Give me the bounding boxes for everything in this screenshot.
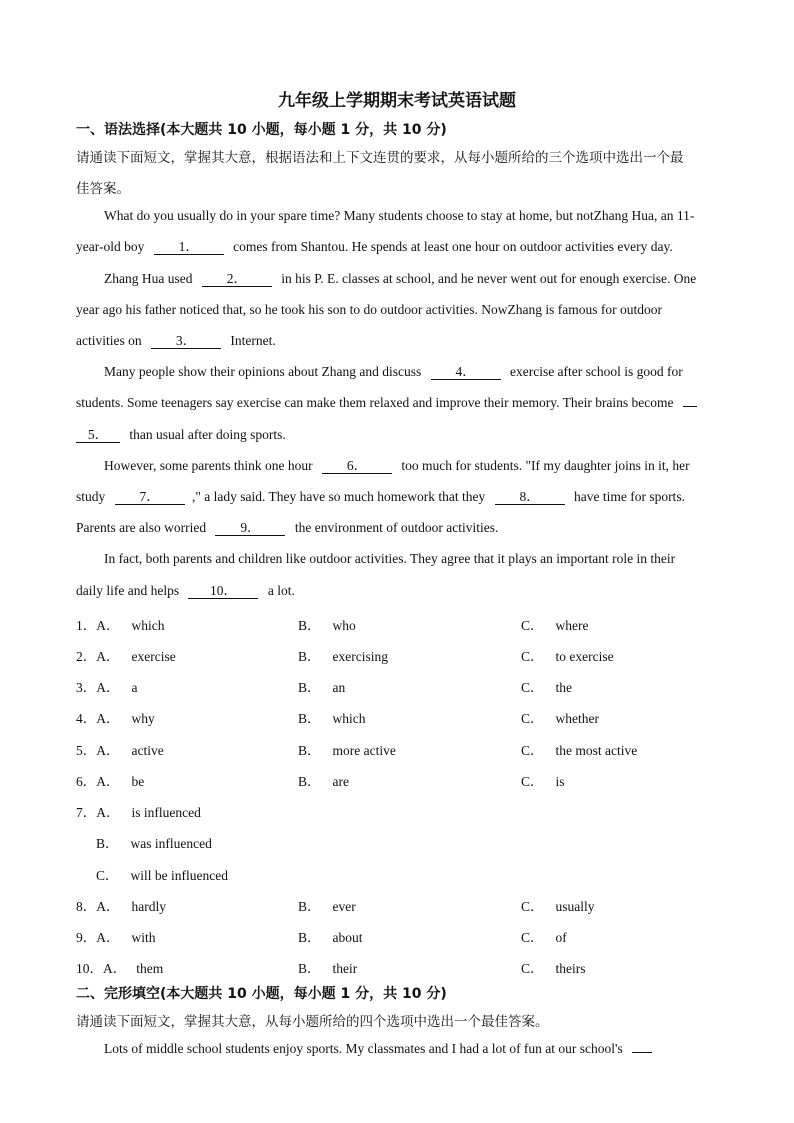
page-title: 九年级上学期期末考试英语试题 — [278, 91, 516, 111]
option-a[interactable]: is influenced — [131, 805, 201, 820]
option-c[interactable]: the most active — [555, 743, 638, 758]
option-c-row: C． will be influenced — [96, 868, 228, 883]
option-c-row: C． is — [521, 774, 565, 789]
option-c-row: C． whether — [521, 711, 599, 726]
option-b[interactable]: their — [332, 961, 358, 976]
option-b[interactable]: ever — [332, 899, 356, 914]
passage-text: What do you usually do in your spare time? Many students choose to stay at home, but notZhang Hua, an 11- — [104, 208, 695, 223]
passage-line — [76, 520, 498, 536]
option-b-row: B． exercising — [298, 649, 388, 664]
passage-text: than usual after doing sports. — [129, 427, 286, 442]
option-c-row: C． where — [521, 618, 589, 633]
passage-text: a lot. — [267, 583, 295, 598]
blank-6: 6． — [322, 458, 392, 474]
option-c[interactable]: the — [555, 680, 573, 695]
passage-text: ," a lady said. They have so much homework that they — [192, 489, 486, 504]
option-b[interactable]: which — [332, 711, 366, 726]
passage-text: year ago his father noticed that, so he took his son to do outdoor activities. NowZhang is famous for outdoor — [76, 302, 663, 317]
passage-line — [76, 583, 295, 599]
option-a[interactable]: exercise — [131, 649, 176, 664]
passage-line — [76, 302, 662, 318]
blank-10: 10． — [188, 583, 258, 599]
blank-9: 9． — [215, 520, 285, 536]
option-c[interactable]: of — [555, 930, 567, 945]
passage-text: However, some parents think one hour — [104, 458, 313, 473]
option-c-row: C． the most active — [521, 743, 638, 758]
option-a[interactable]: with — [131, 930, 156, 945]
option-b[interactable]: about — [332, 930, 363, 945]
question-number: 3．A． a — [76, 680, 138, 695]
option-c[interactable]: usually — [555, 899, 595, 914]
question-number: 6．A． be — [76, 774, 145, 789]
passage-text: In fact, both parents and children like outdoor activities. They agree that it plays an important role in their — [104, 551, 676, 566]
section2-heading: 二、完形填空(本大题共 10 小题，每小题 1 分，共 10 分) — [76, 986, 447, 1002]
passage-line — [76, 427, 286, 443]
blank-4: 4． — [431, 364, 501, 380]
option-a[interactable]: which — [131, 618, 165, 633]
blank-2: 2． — [202, 271, 272, 287]
question-number: 8．A． hardly — [76, 899, 166, 914]
option-c[interactable]: to exercise — [555, 649, 614, 664]
passage-text: Internet. — [230, 333, 276, 348]
option-b[interactable]: are — [332, 774, 349, 789]
option-c[interactable]: theirs — [555, 961, 586, 976]
option-c-row: C． to exercise — [521, 649, 614, 664]
option-b-row: B． more active — [298, 743, 396, 758]
option-b[interactable]: who — [332, 618, 356, 633]
option-a[interactable]: them — [136, 961, 164, 976]
passage-text: Zhang Hua used — [104, 271, 193, 286]
option-c[interactable]: is — [555, 774, 565, 789]
passage-text: Parents are also worried — [76, 520, 207, 535]
passage-text: daily life and helps — [76, 583, 180, 598]
passage-line — [104, 458, 690, 474]
option-c-row: C． the — [521, 680, 573, 695]
passage-line — [76, 239, 673, 255]
option-a[interactable]: hardly — [131, 899, 166, 914]
question-number: 9．A． with — [76, 930, 156, 945]
passage-line — [76, 395, 697, 411]
section1-instruction-line1: 请通读下面短文，掌握其大意，根据语法和上下文连贯的要求，从每小题所给的三个选项中选出一个最 — [76, 150, 684, 166]
passage-line — [104, 1041, 652, 1057]
option-b-row: B． ever — [298, 899, 356, 914]
option-b-row: B． their — [298, 961, 358, 976]
question-number: 1．A． which — [76, 618, 165, 633]
passage-line — [76, 333, 276, 349]
passage-text: students. Some teenagers say exercise can make them relaxed and improve their memory. Their brains become — [76, 395, 674, 410]
option-b[interactable]: exercising — [332, 649, 388, 664]
passage-text: Many people show their opinions about Zhang and discuss — [104, 364, 422, 379]
section1-instruction-line2: 佳答案。 — [76, 181, 130, 197]
option-c-row: C． of — [521, 930, 567, 945]
passage-text: year-old boy — [76, 239, 145, 254]
option-a[interactable]: be — [131, 774, 145, 789]
passage-text: comes from Shantou. He spends at least one hour on outdoor activities every day. — [233, 239, 673, 254]
option-b-row: B． which — [298, 711, 366, 726]
blank-8: 8． — [495, 489, 565, 505]
question-number: 7．A． is influenced — [76, 805, 201, 820]
passage-text: in his P. E. classes at school, and he never went out for enough exercise. One — [281, 271, 697, 286]
option-c[interactable]: where — [555, 618, 589, 633]
option-b-row: B． are — [298, 774, 349, 789]
passage-line — [104, 208, 694, 224]
passage-text: the environment of outdoor activities. — [294, 520, 499, 535]
passage-line — [104, 364, 683, 380]
option-b-row: B． who — [298, 618, 356, 633]
option-b[interactable]: was influenced — [130, 836, 212, 851]
option-c[interactable]: whether — [555, 711, 599, 726]
option-b-row: B． an — [298, 680, 346, 695]
option-b[interactable]: an — [332, 680, 346, 695]
question-number: 10．A． them — [76, 961, 164, 976]
question-number: 5．A． active — [76, 743, 164, 758]
passage-text: activities on — [76, 333, 142, 348]
question-number: 2．A． exercise — [76, 649, 176, 664]
blank-7: 7． — [115, 489, 185, 505]
option-a[interactable]: active — [131, 743, 164, 758]
blank-1: 1． — [154, 239, 224, 255]
question-number: 4．A． why — [76, 711, 155, 726]
blank-3: 3． — [151, 333, 221, 349]
option-a[interactable]: a — [131, 680, 138, 695]
passage-text: have time for sports. — [573, 489, 685, 504]
section2-instruction: 请通读下面短文，掌握其大意，从每小题所给的四个选项中选出一个最佳答案。 — [76, 1014, 549, 1030]
option-b-row: B． about — [298, 930, 363, 945]
passage-text: exercise after school is good for — [509, 364, 683, 379]
passage-line — [104, 551, 675, 567]
passage-line — [104, 271, 696, 287]
option-b[interactable]: more active — [332, 743, 396, 758]
option-b-row: B． was influenced — [96, 836, 212, 851]
option-a[interactable]: why — [131, 711, 155, 726]
passage-line — [76, 489, 685, 505]
passage-text: study — [76, 489, 106, 504]
option-c-row: C． theirs — [521, 961, 586, 976]
option-c[interactable]: will be influenced — [130, 868, 228, 883]
option-c-row: C． usually — [521, 899, 595, 914]
passage-text: Lots of middle school students enjoy sports. My classmates and I had a lot of fun at our school's — [104, 1041, 623, 1056]
blank-5: 5． — [76, 427, 120, 443]
section1-heading: 一、语法选择(本大题共 10 小题，每小题 1 分，共 10 分) — [76, 122, 447, 138]
passage-text: too much for students. "If my daughter joins in it, her — [401, 458, 690, 473]
